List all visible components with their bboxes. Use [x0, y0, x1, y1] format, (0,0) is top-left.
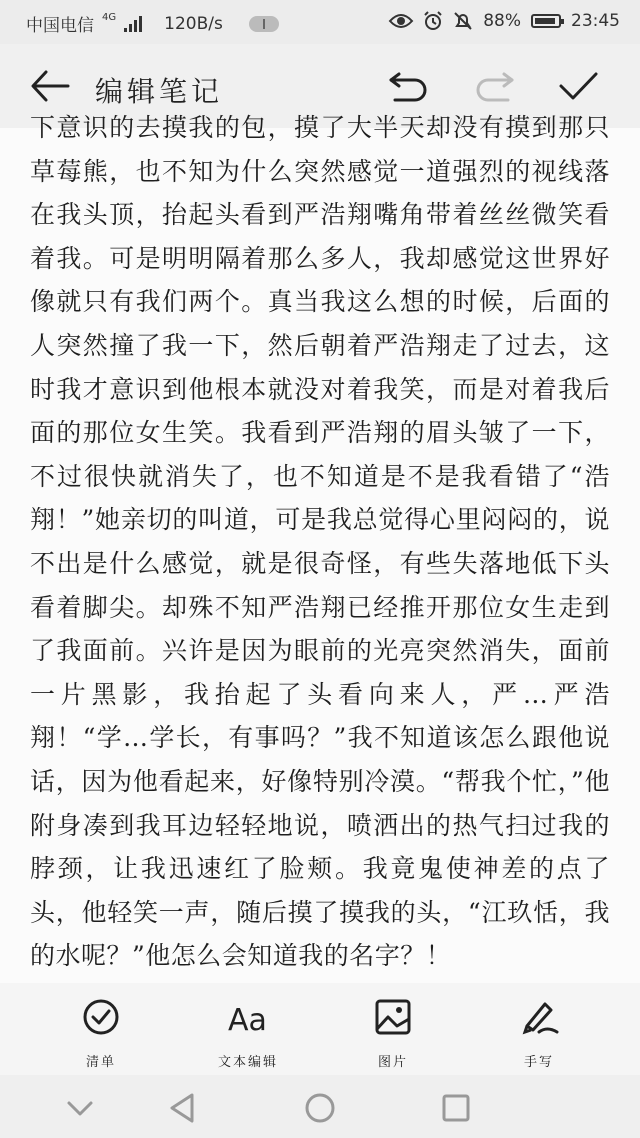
recents-square-icon[interactable] [439, 1091, 473, 1125]
battery-percent: 88% [483, 11, 521, 31]
battery-icon [531, 14, 561, 28]
back-triangle-icon[interactable] [166, 1091, 200, 1125]
handwriting-label: 手写 [523, 1055, 554, 1070]
carrier-label: 中国电信 [26, 16, 94, 36]
eye-icon [389, 12, 413, 30]
note-body[interactable]: 下意识的去摸我的包，摸了大半天却没有摸到那只草莓熊，也不知为什么突然感觉一道强烈的视线落在我头顶，抬起头看到严浩翔嘴角带着丝丝微笑看着我。可是明明隔着那么多人，我却感觉这世界好像就只有我们两个。真当我这么想的时候，后面的人突然撞了我一下，然后朝着严浩翔走了过去，这时我才意识到他根本就没对着我笑，而是对着我后面的那位女生笑。我看到严浩翔的眉头皱了一下，不过很快就消失了，也不知道是不是我看错了“浩翔！”她亲切的叫道，可是我总觉得心里闷闷的，说不出是什么感觉，就是很奇怪，有些失落地低下头看着脚尖。却殊不知严浩翔已经推开那位女生走到了我面前。兴许是因为眼前的光亮突然消失，面前一片黑影，我抬起了头看向来人，严…严浩翔！“学…学长，有事吗？”我不知道该怎么跟他说话，因为他看起来，好像特别冷漠。“帮我个忙，”他附身凑到我耳边轻轻地说，喷洒出的热气扫过我的脖颈，让我迅速红了脸颊。我竟鬼使神差的点了头，他轻笑一声，随后摸了摸我的头，“江玖恬，我的水呢？”他怎么会知道我的名字？！ [30, 113, 610, 971]
text-format-icon [226, 998, 270, 1036]
handwriting-icon [519, 998, 559, 1036]
alarm-icon [423, 11, 443, 31]
status-bar [0, 0, 640, 44]
text-format-label: 文本编辑 [217, 1055, 278, 1070]
image-button[interactable] [338, 997, 448, 1070]
note-editor[interactable] [0, 113, 640, 983]
image-label: 图片 [377, 1055, 408, 1070]
signal-icon [124, 16, 142, 32]
checklist-button[interactable] [46, 997, 156, 1070]
image-icon [375, 999, 411, 1035]
page-title: 编辑笔记 [95, 75, 224, 108]
system-nav-bar [0, 1075, 640, 1138]
back-arrow-icon[interactable] [28, 66, 72, 106]
clock: 23:45 [571, 11, 620, 31]
checklist-label: 清单 [85, 1055, 116, 1070]
editor-toolbar [0, 983, 640, 1075]
undo-icon[interactable] [385, 68, 429, 104]
notification-pill-icon [249, 16, 279, 32]
redo-icon[interactable] [474, 68, 518, 104]
svg-text:Aa: Aa [228, 1003, 267, 1038]
checklist-icon [82, 998, 120, 1036]
network-type: 4G [102, 12, 117, 23]
text-format-button[interactable] [193, 997, 303, 1070]
status-left [26, 11, 279, 36]
status-right [389, 11, 620, 31]
handwriting-button[interactable] [484, 997, 594, 1070]
net-speed: 120B/s [164, 13, 223, 34]
home-circle-icon[interactable] [303, 1091, 337, 1125]
save-check-icon[interactable] [556, 66, 600, 106]
hide-keyboard-chevron-icon[interactable] [63, 1091, 97, 1125]
mute-bell-icon [453, 11, 473, 31]
